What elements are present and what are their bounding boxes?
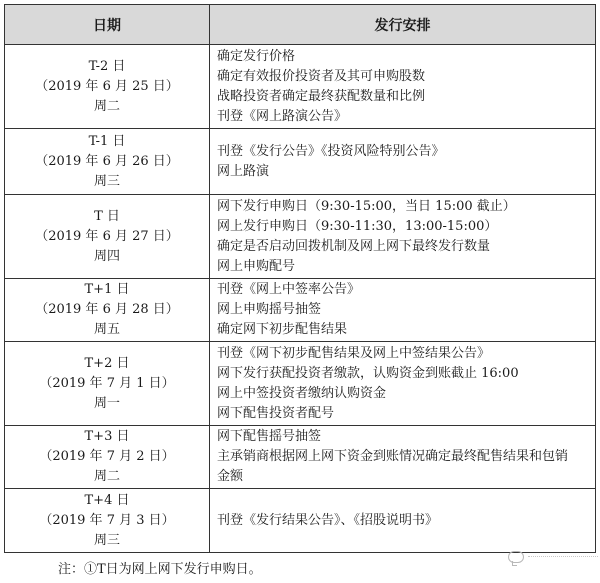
calendar-date: （2019 年 7 月 3 日） (39, 512, 175, 528)
arrangement-item: 刊登《网上路演公告》 (217, 108, 348, 124)
weekday: 周四 (93, 248, 120, 264)
day-label: T+1 日 (84, 282, 130, 297)
day-label: T+3 日 (84, 429, 130, 444)
calendar-date: （2019 年 6 月 26 日） (35, 153, 179, 169)
weekday: 周二 (93, 98, 120, 114)
arrangement-cell (210, 426, 596, 489)
weekday: 周五 (93, 322, 120, 337)
header-date: 日期 (5, 5, 210, 45)
table-row (5, 426, 596, 489)
chat-bubble-icon (508, 551, 524, 563)
table-row (5, 129, 596, 195)
weekday: 周一 (93, 395, 120, 411)
day-label: T 日 (94, 208, 120, 224)
arrangement-item: 确定是否启动回拨机制及网上网下最终发行数量 (217, 238, 491, 254)
arrangement-cell (210, 45, 596, 129)
date-cell (5, 195, 210, 279)
day-label: T-1 日 (88, 133, 126, 149)
arrangement-item: 金额 (217, 469, 244, 484)
watermark-mark (528, 556, 598, 559)
arrangement-item: 刊登《发行公告》《投资风险特别公告》 (217, 143, 445, 159)
table-row (5, 342, 596, 426)
table-row (5, 489, 596, 553)
arrangement-item: 刊登《网上中签率公告》 (217, 282, 361, 297)
arrangement-item: 确定有效报价投资者及其可申购股数 (217, 68, 426, 84)
calendar-date: （2019 年 6 月 27 日） (35, 228, 179, 244)
issuance-schedule-table (4, 4, 596, 553)
date-cell (5, 489, 210, 553)
arrangement-cell (210, 195, 596, 279)
calendar-date: （2019 年 7 月 2 日） (39, 449, 175, 464)
arrangement-item: 网上申购摇号抽签 (217, 302, 322, 317)
arrangement-cell (210, 129, 596, 195)
arrangement-item: 网上发行申购日（9:30-11:30，13:00-15:00） (217, 218, 498, 234)
watermark (508, 551, 598, 563)
arrangement-item: 战略投资者确定最终获配数量和比例 (217, 88, 426, 104)
arrangement-item: 确定网下初步配售结果 (217, 322, 348, 337)
arrangement-cell (210, 489, 596, 553)
date-cell (5, 279, 210, 342)
day-label: T-2 日 (88, 58, 126, 74)
table-row (5, 195, 596, 279)
arrangement-item: 确定发行价格 (217, 48, 296, 64)
weekday: 周三 (93, 173, 120, 189)
footnote: 注：①T日为网上网下发行申购日。 (58, 562, 262, 577)
arrangement-item: 主承销商根据网上网下资金到账情况确定最终配售结果和包销 (217, 449, 569, 464)
arrangement-item: 网上中签投资者缴纳认购资金 (217, 385, 387, 401)
arrangement-cell (210, 342, 596, 426)
table-row (5, 45, 596, 129)
date-cell (5, 129, 210, 195)
date-cell (5, 426, 210, 489)
day-label: T+2 日 (84, 355, 130, 371)
table-row (5, 279, 596, 342)
arrangement-item: 刊登《发行结果公告》、《招股说明书》 (217, 512, 439, 528)
arrangement-item: 刊登《网下初步配售结果及网上中签结果公告》 (217, 345, 491, 361)
arrangement-item: 网下配售投资者配号 (217, 405, 335, 421)
arrangement-cell (210, 279, 596, 342)
table-header-row (5, 5, 596, 45)
calendar-date: （2019 年 6 月 28 日） (35, 302, 179, 317)
arrangement-item: 网下发行申购日（9:30-15:00，当日 15:00 截止） (217, 198, 516, 214)
weekday: 周三 (93, 532, 120, 548)
date-cell (5, 45, 210, 129)
calendar-date: （2019 年 6 月 25 日） (35, 78, 179, 94)
arrangement-item: 网下发行获配投资者缴款，认购资金到账截止 16:00 (217, 365, 519, 381)
day-label: T+4 日 (84, 492, 130, 508)
header-arrangement: 发行安排 (210, 5, 596, 45)
arrangement-item: 网上路演 (217, 163, 270, 179)
weekday: 周二 (93, 469, 120, 484)
date-cell (5, 342, 210, 426)
calendar-date: （2019 年 7 月 1 日） (39, 375, 175, 391)
arrangement-item: 网下配售摇号抽签 (217, 429, 322, 444)
arrangement-item: 网上申购配号 (217, 258, 296, 274)
